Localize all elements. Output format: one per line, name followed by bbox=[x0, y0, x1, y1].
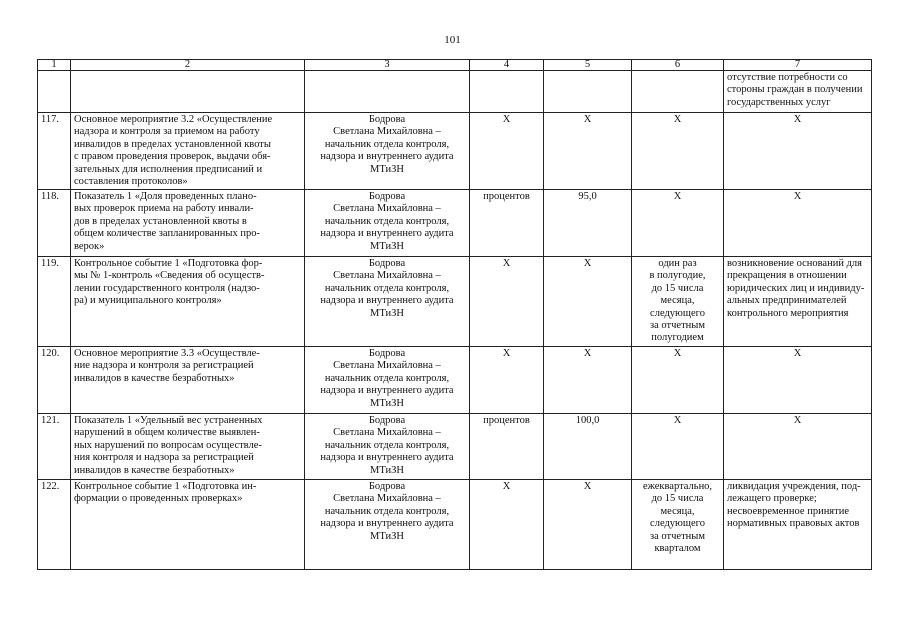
cell-unit: X bbox=[470, 113, 544, 190]
cell-deadline: X bbox=[632, 190, 724, 257]
table-row bbox=[38, 257, 872, 347]
cell-risks: X bbox=[724, 113, 872, 190]
table-row bbox=[38, 414, 872, 480]
cell-risks: ликвидация учреждения, под- лежащего проверке; несвоевременное принятие нормативных правовых актов bbox=[724, 480, 872, 570]
cell-value: X bbox=[544, 480, 632, 570]
cell-risks: X bbox=[724, 414, 872, 480]
cell-risks: X bbox=[724, 347, 872, 414]
cell-responsible: Бодрова Светлана Михайловна – начальник отдела контроля, надзора и внутреннего аудита МТиЗН bbox=[305, 113, 470, 190]
cell-value: X bbox=[544, 113, 632, 190]
cell-deadline: X bbox=[632, 347, 724, 414]
cell-responsible bbox=[305, 71, 470, 113]
cell-risks: отсутствие потребности со стороны граждан в получении государственных услуг bbox=[724, 71, 872, 113]
cell-num: 122. bbox=[38, 480, 71, 570]
header-cell: 2 bbox=[71, 60, 305, 71]
cell-num bbox=[38, 71, 71, 113]
continuation-row bbox=[38, 71, 872, 113]
header-cell: 5 bbox=[544, 60, 632, 71]
header-cell: 1 bbox=[38, 60, 71, 71]
cell-risks: возникновение оснований для прекращения в отношении юридических лиц и индивиду- альных предпринимателей контрольного мероприятия bbox=[724, 257, 872, 347]
cell-value: 95,0 bbox=[544, 190, 632, 257]
cell-activity: Основное мероприятие 3.2 «Осуществление надзора и контроля за приемом на работу инвалидов в пределах установленной квоты с правом проведения проверок, выдачи обя- зательных для исполнения предписаний и составления протоколов» bbox=[71, 113, 305, 190]
cell-activity: Контрольное событие 1 «Подготовка фор- мы № 1-контроль «Сведения об осуществ- лении государственного контроля (надзо- ра) и муниципального контроля» bbox=[71, 257, 305, 347]
cell-activity: Основное мероприятие 3.3 «Осуществле- ние надзора и контроля за регистрацией инвалидов в качестве безработных» bbox=[71, 347, 305, 414]
cell-responsible: Бодрова Светлана Михайловна – начальник отдела контроля, надзора и внутреннего аудита МТиЗН bbox=[305, 190, 470, 257]
cell-risks: X bbox=[724, 190, 872, 257]
cell-deadline: один раз в полугодие, до 15 числа месяца, следующего за отчетным полугодием bbox=[632, 257, 724, 347]
cell-deadline: ежеквартально, до 15 числа месяца, следующего за отчетным кварталом bbox=[632, 480, 724, 570]
cell-value: X bbox=[544, 257, 632, 347]
cell-activity: Контрольное событие 1 «Подготовка ин- формации о проведенных проверках» bbox=[71, 480, 305, 570]
cell-num: 120. bbox=[38, 347, 71, 414]
cell-activity bbox=[71, 71, 305, 113]
cell-activity: Показатель 1 «Удельный вес устраненных нарушений в общем количестве выявлен- ных нарушений по вопросам осуществле- ния контроля и надзора за регистрацией инвалидов в качестве безработных» bbox=[71, 414, 305, 480]
cell-value bbox=[544, 71, 632, 113]
header-cell: 4 bbox=[470, 60, 544, 71]
cell-num: 121. bbox=[38, 414, 71, 480]
cell-responsible: Бодрова Светлана Михайловна – начальник отдела контроля, надзора и внутреннего аудита МТиЗН bbox=[305, 480, 470, 570]
cell-value: X bbox=[544, 347, 632, 414]
cell-num: 118. bbox=[38, 190, 71, 257]
cell-unit: процентов bbox=[470, 414, 544, 480]
header-cell: 3 bbox=[305, 60, 470, 71]
cell-deadline: X bbox=[632, 414, 724, 480]
cell-activity: Показатель 1 «Доля проведенных плано- вых проверок приема на работу инвали- дов в пределах установленной квоты в общем количестве запланированных про- верок» bbox=[71, 190, 305, 257]
header-cell: 6 bbox=[632, 60, 724, 71]
cell-unit: X bbox=[470, 480, 544, 570]
table-row bbox=[38, 347, 872, 414]
cell-responsible: Бодрова Светлана Михайловна – начальник отдела контроля, надзора и внутреннего аудита МТиЗН bbox=[305, 257, 470, 347]
table-row bbox=[38, 113, 872, 190]
page-number: 101 bbox=[444, 34, 461, 46]
cell-deadline bbox=[632, 71, 724, 113]
cell-num: 117. bbox=[38, 113, 71, 190]
header-cell: 7 bbox=[724, 60, 872, 71]
cell-unit: X bbox=[470, 257, 544, 347]
cell-unit: X bbox=[470, 347, 544, 414]
plan-table bbox=[37, 59, 872, 570]
cell-responsible: Бодрова Светлана Михайловна – начальник отдела контроля, надзора и внутреннего аудита МТиЗН bbox=[305, 347, 470, 414]
table-row bbox=[38, 480, 872, 570]
cell-value: 100,0 bbox=[544, 414, 632, 480]
table-row bbox=[38, 190, 872, 257]
header-row bbox=[38, 60, 872, 71]
cell-num: 119. bbox=[38, 257, 71, 347]
cell-unit bbox=[470, 71, 544, 113]
cell-responsible: Бодрова Светлана Михайловна – начальник отдела контроля, надзора и внутреннего аудита МТиЗН bbox=[305, 414, 470, 480]
cell-deadline: X bbox=[632, 113, 724, 190]
cell-unit: процентов bbox=[470, 190, 544, 257]
